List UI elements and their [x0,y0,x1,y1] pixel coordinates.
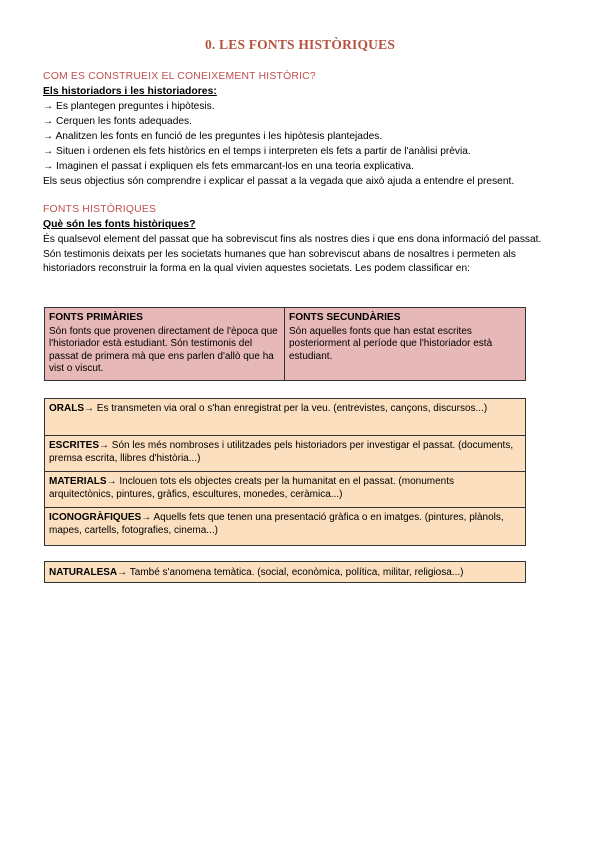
list-item: → Es plantegen preguntes i hipòtesis. [43,101,215,112]
nature-text: → També s'anomena temàtica. (social, econòmica, política, militar, religiosa...) [117,567,464,578]
primary-sources-cell [45,308,285,380]
secondary-sources-cell [285,308,525,380]
nature-table [44,561,526,583]
source-types-table [44,398,526,546]
list-item: → Imaginen el passat i expliquen els fets emmarcant-los en una teoria explicativa. [43,161,414,172]
table-row [45,436,525,472]
subheading-historians: Els historiadors i les historiadores: [43,86,217,97]
secondary-sources-title: FONTS SECUNDÀRIES [289,312,401,323]
row-keyword: MATERIALS [49,476,107,487]
section-heading-knowledge: COM ES CONSTRUEIX EL CONEIXEMENT HISTÒRIC? [43,71,316,82]
primary-sources-title: FONTS PRIMÀRIES [49,312,143,323]
list-item: → Cerquen les fonts adequades. [43,116,192,127]
primary-sources-text: Són fonts que provenen directament de l'època que l'historiador està estudiant. Són testimonis del passat de primera mà que ens parlen d'allò que ha vist o viscut. [49,325,278,375]
section-heading-sources: FONTS HISTÒRIQUES [43,204,157,215]
row-keyword: ICONOGRÀFIQUES [49,512,142,523]
list-item: → Situen i ordenen els fets històrics en el temps i interpreten els fets a partir de l'anàlisi prèvia. [43,146,471,157]
table-row [45,508,525,545]
row-keyword: ORALS [49,403,84,414]
row-text: → Es transmeten via oral o s'han enregistrat per la veu. (entrevistes, cançons, discursos...) [84,403,488,414]
row-text: → Aquells fets que tenen una presentació gràfica o en imatges. (pintures, plànols, mapes, cartells, fotografies, cinema...) [49,512,504,537]
table-row [45,399,525,436]
row-text: → Inclouen tots els objectes creats per la humanitat en el passat. (monuments arquitectònics, pintures, gràfics, escultures, monedes, ceràmica...) [49,476,454,501]
conclusion-text: Els seus objectius són comprendre i explicar el passat a la vegada que això ajuda a entendre el present. [43,176,515,187]
subheading-what-are-sources: Què són les fonts històriques? [43,219,196,230]
definition-paragraph: És qualsevol element del passat que ha sobreviscut fins als nostres dies i que ens dona informació del passat. Són testimonis deixats per les societats humanes que han sobreviscut abans de nosaltres i permeten als historiadors reconstruir la forma en la qual vivien aquestes societats. Les podem classificar en: [43,234,542,275]
row-keyword: ESCRITES [49,440,100,451]
list-item: → Analitzen les fonts en funció de les preguntes i les hipòtesis plantejades. [43,131,383,142]
nature-keyword: NATURALESA [49,567,118,578]
table-row [45,472,525,508]
row-text: → Són les més nombroses i utilitzades pels historiadors per investigar el passat. (documents, premsa escrita, llibres d'història...) [49,440,514,465]
page-title: 0. LES FONTS HISTÒRIQUES [204,37,396,52]
source-classification-table [44,307,526,381]
secondary-sources-text: Són aquelles fonts que han estat escrites posteriorment al període que l'historiador està estudiant. [289,325,493,362]
